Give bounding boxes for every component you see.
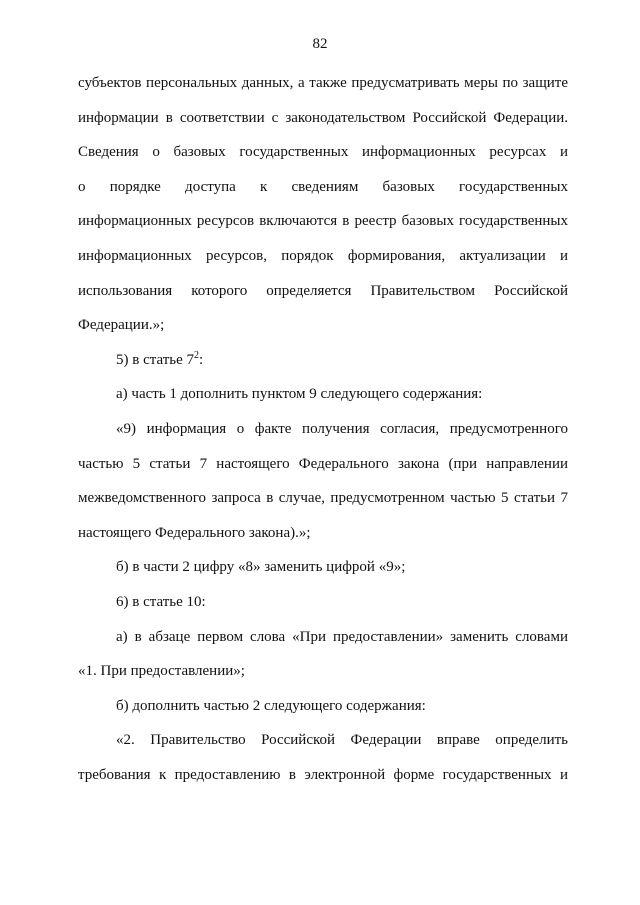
item-heading-text: 5) в статье 7 — [116, 351, 195, 368]
text-line: субъектов персональных данных, а также предусматривать меры по защите — [78, 75, 568, 91]
text-line: информационных ресурсов, порядок формирования, актуализации и — [78, 247, 568, 264]
text-line: использования которого определяется Правительством Российской — [78, 282, 568, 299]
superscript: 2 — [194, 349, 200, 361]
text-line: информационных ресурсов включаются в реестр базовых государственных — [78, 213, 568, 230]
text-line: а) в абзаце первом слова «При предоставлении» заменить словами — [116, 628, 568, 645]
text-line: Сведения о базовых государственных информационных ресурсах и — [78, 144, 568, 161]
text-line: б) в части 2 цифру «8» заменить цифрой «9»; — [116, 559, 406, 576]
text-line: информации в соответствии с законодательством Российской Федерации. — [78, 109, 568, 126]
text-line: «1. При предоставлении»; — [78, 663, 245, 680]
text-line: «9) информация о факте получения согласия, предусмотренного — [116, 420, 568, 437]
text-line: а) часть 1 дополнить пунктом 9 следующего содержания: — [116, 386, 483, 403]
text-line: частью 5 статьи 7 настоящего Федерального закона (при направлении — [78, 455, 568, 472]
text-line: межведомственного запроса в случае, предусмотренном частью 5 статьи 7 — [78, 490, 568, 507]
text-line: 6) в статье 10: — [116, 593, 206, 610]
document-body — [78, 66, 568, 792]
text-line: «2. Правительство Российской Федерации вправе определить — [116, 732, 568, 749]
text-line: требования к предоставлению в электронной форме государственных и — [78, 766, 568, 783]
text-line: настоящего Федерального закона).»; — [78, 524, 311, 541]
text-line: б) дополнить частью 2 следующего содержания: — [116, 697, 426, 714]
text-line: о порядке доступа к сведениям базовых государственных — [78, 178, 568, 195]
item-heading-colon: : — [199, 351, 204, 368]
page-number: 82 — [312, 36, 328, 52]
text-line: Федерации.»; — [78, 317, 165, 334]
item-heading-article-7-2 — [78, 343, 568, 378]
